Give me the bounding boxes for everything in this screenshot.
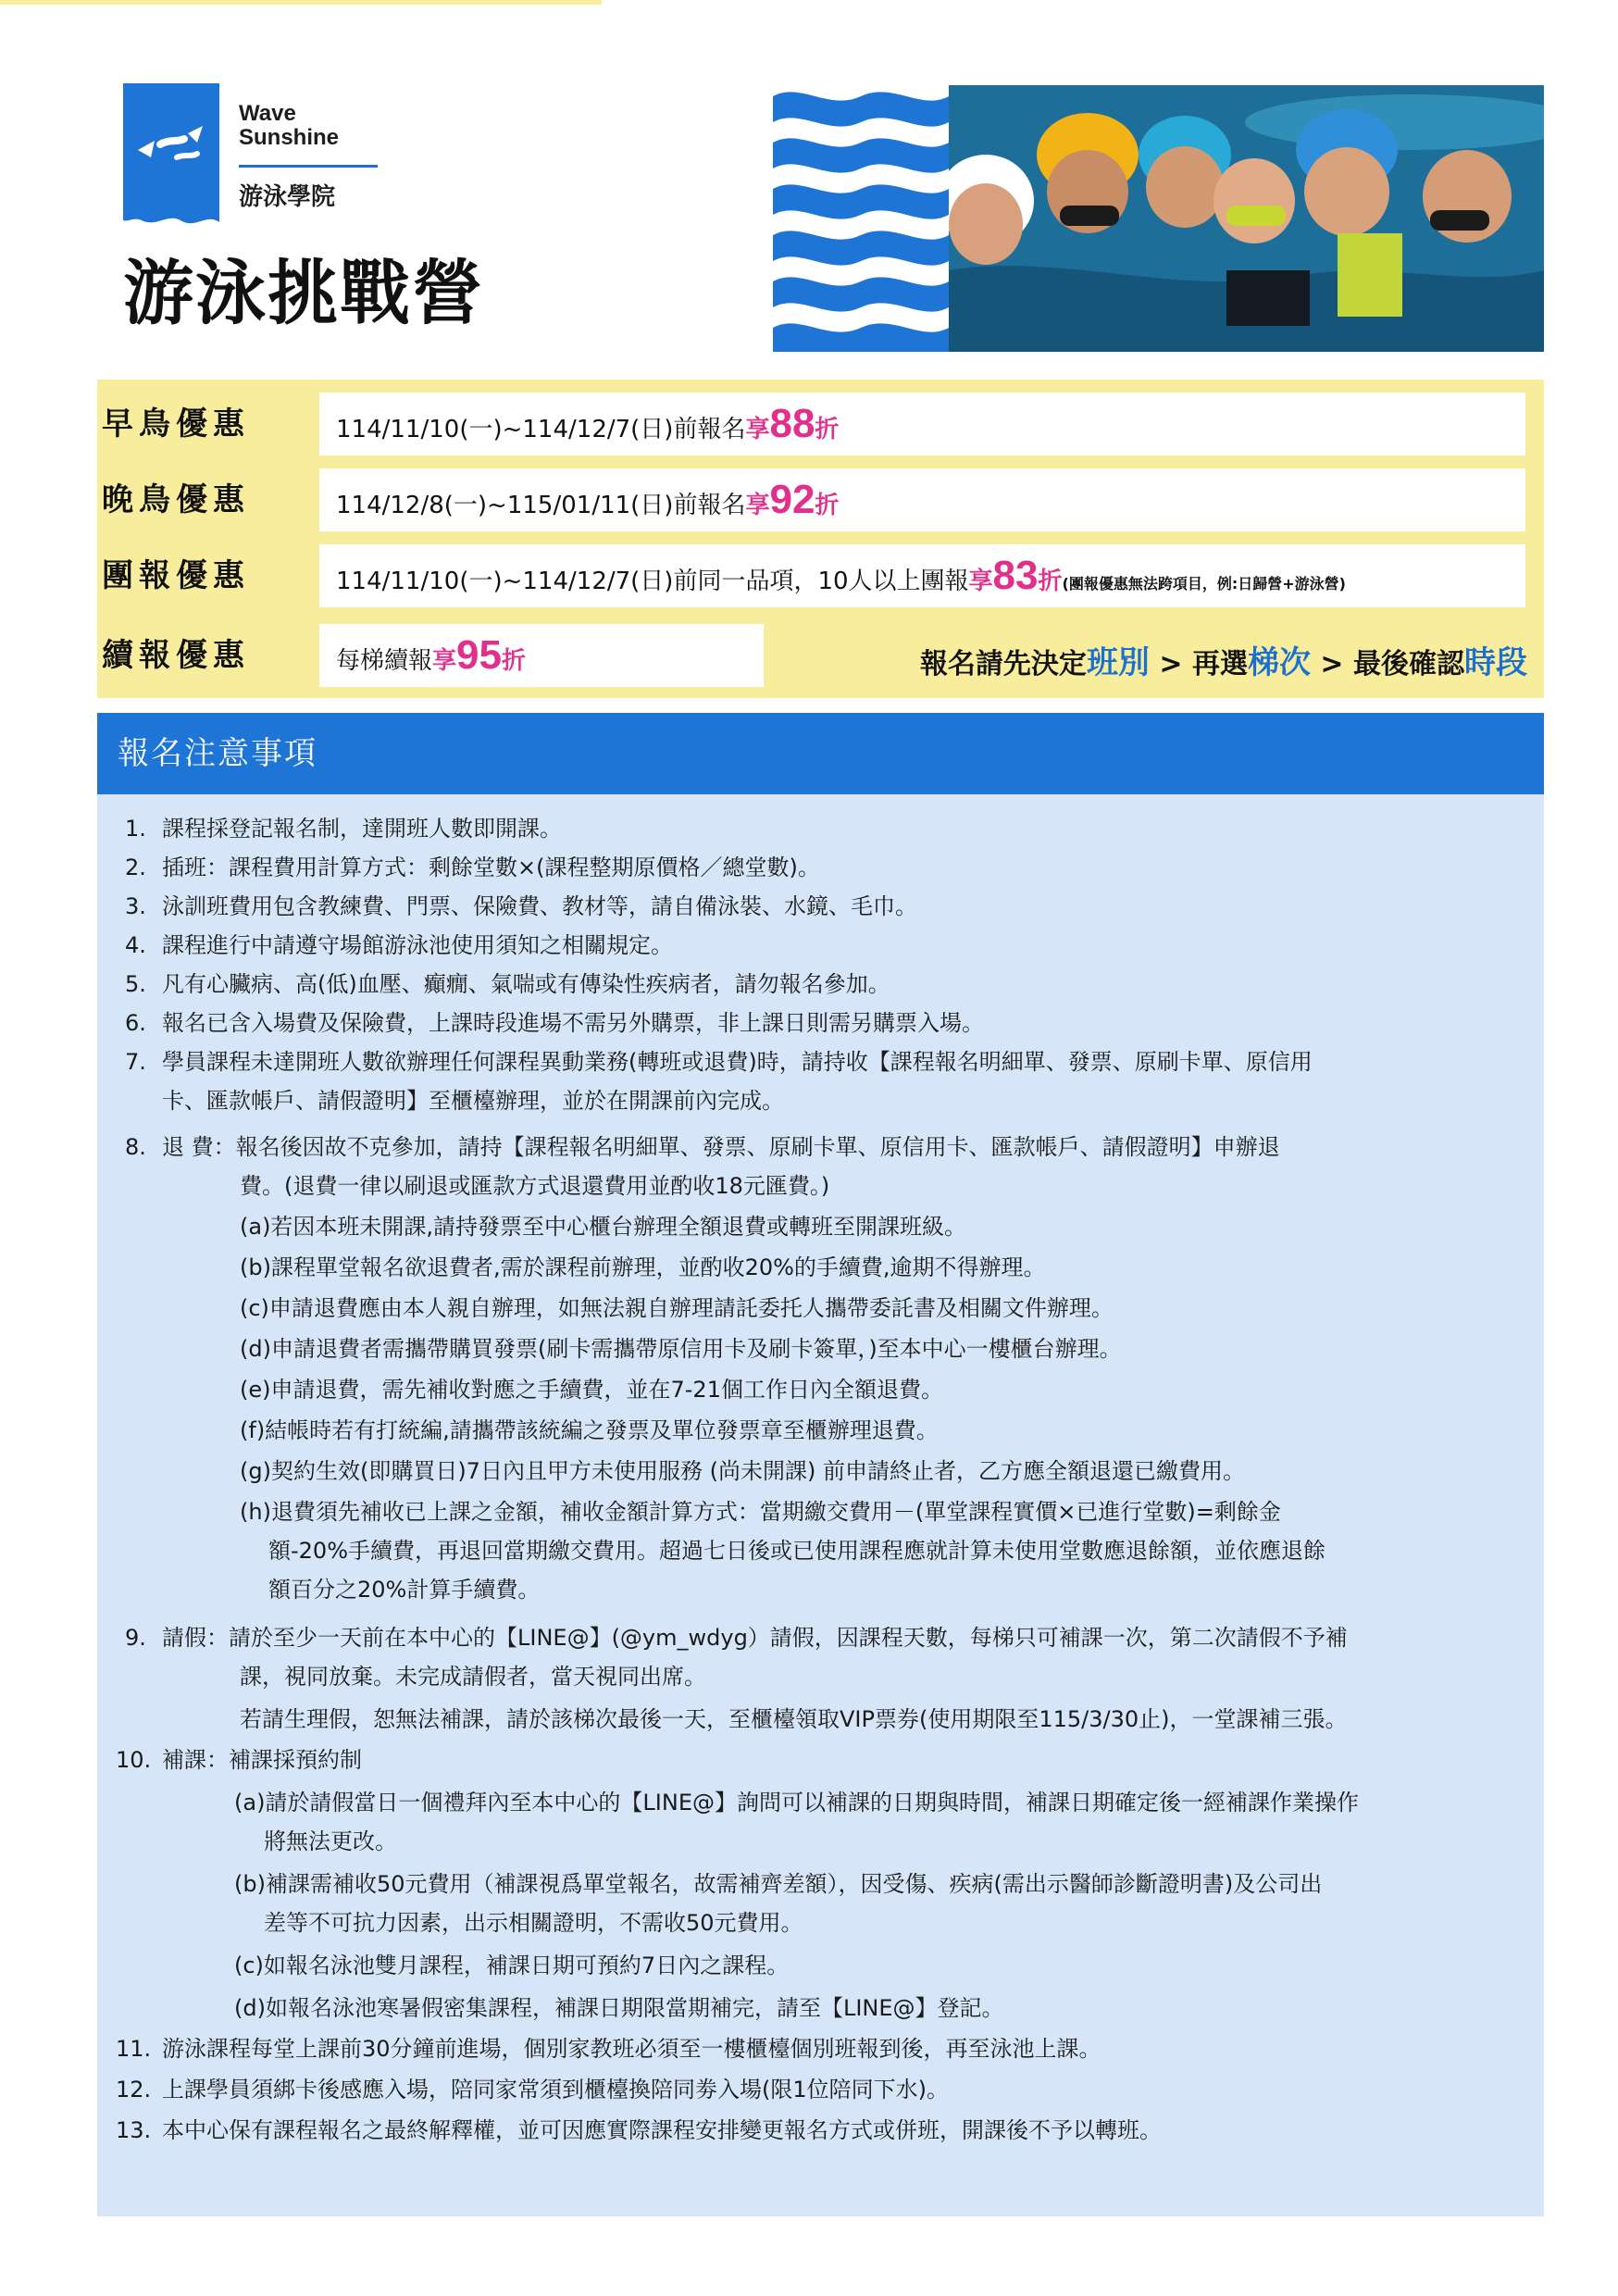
notice-item: 學員課程未達開班人數欲辦理任何課程異動業務(轉班或退費)時，請持收【課程報名明細單、發票、原刷卡單、原信用 <box>162 1049 1313 1075</box>
notice-subitem: (f)結帳時若有打統編,請攜帶該統編之發票及單位發票章至櫃辦理退費。 <box>240 1417 939 1443</box>
promo-label-renewal: 續報優惠 <box>102 637 250 674</box>
page-title: 游泳挑戰營 <box>123 252 484 334</box>
notice-item-continued: 卡、匯款帳戶、請假證明】至櫃檯辦理，並於在開課前內完成。 <box>162 1088 784 1114</box>
promo-label-late: 晚鳥優惠 <box>102 481 250 518</box>
wave-sunshine-logo-icon <box>123 83 219 230</box>
notice-item: 本中心保有課程報名之最終解釋權，並可因應實際課程安排變更報名方式或併班，開課後不予以轉班。 <box>162 2117 1162 2143</box>
notice-subitem: (e)申請退費，需先補收對應之手續費，並在7-21個工作日內全額退費。 <box>240 1377 943 1403</box>
notice-subitem: (c)申請退費應由本人親自辦理，如無法親自辦理請託委托人攜帶委託書及相關文件辦理。 <box>240 1295 1114 1321</box>
notice-item: 請假：請於至少一天前在本中心的【LINE@】(@ym_wdyg）請假，因課程天數，每梯只可補課一次，第二次請假不予補 <box>162 1625 1348 1651</box>
notice-heading: 報名注意事項 <box>97 713 1544 794</box>
brand-divider <box>239 165 378 168</box>
registration-flow-hint: 報名請先決定班別 > 再選梯次 > 最後確認時段 <box>919 644 1527 681</box>
promo-row-group <box>319 544 1525 607</box>
notice-item: 報名已含入場費及保險費，上課時段進場不需另外購票，非上課日則需另購票入場。 <box>162 1010 984 1036</box>
notice-subitem: (h)退費須先補收已上課之金額，補收金額計算方式：當期繳交費用－(單堂課程實價×已進行堂數)=剩餘金 <box>240 1499 1281 1525</box>
notice-number: 10. <box>116 1747 152 1773</box>
notice-subitem: (d)如報名泳池寒暑假密集課程，補課日期限當期補完，請至【LINE@】登記。 <box>234 1995 1004 2021</box>
notice-subitem-continued: 將無法更改。 <box>264 1828 397 1854</box>
notice-item: 課程進行中請遵守場館游泳池使用須知之相關規定。 <box>162 932 673 958</box>
brand-name-english: Wave Sunshine <box>239 101 340 150</box>
notice-number: 9. <box>125 1625 146 1651</box>
notice-subitem-continued: 差等不可抗力因素，出示相關證明，不需收50元費用。 <box>264 1910 803 1936</box>
notice-subitem: (a)若因本班未開課,請持發票至中心櫃台辦理全額退費或轉班至開課班級。 <box>240 1214 967 1240</box>
promo-text-renewal: 每梯續報享95折 <box>336 632 526 678</box>
hero-banner <box>773 85 1544 352</box>
notice-item: 凡有心臟病、高(低)血壓、癲癇、氣喘或有傳染性疾病者，請勿報名參加。 <box>162 971 890 997</box>
promo-row-late <box>319 468 1525 531</box>
wave-pattern-graphic <box>773 85 949 352</box>
notice-item: 課程採登記報名制，達開班人數即開課。 <box>162 816 562 842</box>
promo-row-early <box>319 393 1525 455</box>
notice-subitem: (a)請於請假當日一個禮拜內至本中心的【LINE@】詢問可以補課的日期與時間，補課日期確定後一經補課作業操作 <box>234 1790 1359 1816</box>
notice-subitem: (g)契約生效(即購買日)7日內且甲方未使用服務 (尚未開課) 前申請終止者，乙方應全額退還已繳費用。 <box>240 1458 1245 1484</box>
notice-item: 插班：課程費用計算方式：剩餘堂數×(課程整期原價格／總堂數)。 <box>162 855 820 880</box>
swimmers-photo <box>949 85 1544 352</box>
notice-item: 退 費：報名後因故不克參加，請持【課程報名明細單、發票、原刷卡單、原信用卡、匯款帳戶、請假證明】申辦退 <box>162 1134 1280 1160</box>
promotion-panel <box>97 380 1544 698</box>
promo-text-group: 114/11/10(一)~114/12/7(日)前同一品項，10人以上團報享83折(團報優惠無法跨項目，例:日歸營+游泳營) <box>336 553 1346 598</box>
notice-number: 6. <box>125 1010 146 1036</box>
promo-label-group: 團報優惠 <box>102 557 250 594</box>
notice-number: 11. <box>116 2036 152 2062</box>
notice-subitem: (b)課程單堂報名欲退費者,需於課程前辦理，並酌收20%的手續費,逾期不得辦理。 <box>240 1254 1046 1280</box>
notice-item: 游泳課程每堂上課前30分鐘前進場，個別家教班必須至一樓櫃檯個別班報到後，再至泳池上課。 <box>162 2036 1101 2062</box>
notice-number: 5. <box>125 971 146 997</box>
notice-number: 7. <box>125 1049 146 1075</box>
top-accent-line <box>0 0 602 5</box>
notice-item: 上課學員須綁卡後感應入場，陪同家常須到櫃檯換陪同劵入場(限1位陪同下水)。 <box>162 2077 949 2103</box>
notice-item: 泳訓班費用包含教練費、門票、保險費、教材等，請自備泳裝、水鏡、毛巾。 <box>162 893 917 919</box>
notice-item-continued: 費。(退費一律以刷退或匯款方式退還費用並酌收18元匯費。) <box>240 1173 830 1199</box>
promo-label-early: 早鳥優惠 <box>102 406 250 443</box>
notice-number: 4. <box>125 932 146 958</box>
notice-subitem-continued: 額-20%手續費，再退回當期繳交費用。超過七日後或已使用課程應就計算未使用堂數應退餘額，並依應退餘 <box>268 1538 1326 1564</box>
notice-subitem: (c)如報名泳池雙月課程，補課日期可預約7日內之課程。 <box>234 1953 790 1978</box>
notice-subitem: (d)申請退費者需攜帶購買發票(刷卡需攜帶原信用卡及刷卡簽單，)至本中心一樓櫃台辦理。 <box>240 1336 1122 1362</box>
notice-item: 補課：補課採預約制 <box>162 1747 362 1773</box>
notice-list <box>97 794 1544 2216</box>
notice-item-continued: 若請生理假，恕無法補課，請於該梯次最後一天，至櫃檯領取VIP票券(使用期限至115/3/30止)，一堂課補三張。 <box>240 1706 1348 1732</box>
promo-text-late: 114/12/8(一)~115/01/11(日)前報名享92折 <box>336 477 840 522</box>
notice-number: 12. <box>116 2077 152 2103</box>
notice-number: 3. <box>125 893 146 919</box>
notice-number: 2. <box>125 855 146 880</box>
notice-subitem: (b)補課需補收50元費用（補課視爲單堂報名，故需補齊差額），因受傷、疾病(需出示醫師診斷證明書)及公司出 <box>234 1871 1323 1897</box>
brand-name-chinese: 游泳學院 <box>239 183 336 211</box>
notice-number: 1. <box>125 816 146 842</box>
notice-number: 13. <box>116 2117 152 2143</box>
promo-text-early: 114/11/10(一)~114/12/7(日)前報名享88折 <box>336 401 840 446</box>
notice-number: 8. <box>125 1134 146 1160</box>
notice-item-continued: 課，視同放棄。未完成請假者，當天視同出席。 <box>240 1664 706 1690</box>
notice-subitem-continued: 額百分之20%計算手續費。 <box>268 1577 541 1603</box>
promo-row-renewal <box>319 624 764 687</box>
